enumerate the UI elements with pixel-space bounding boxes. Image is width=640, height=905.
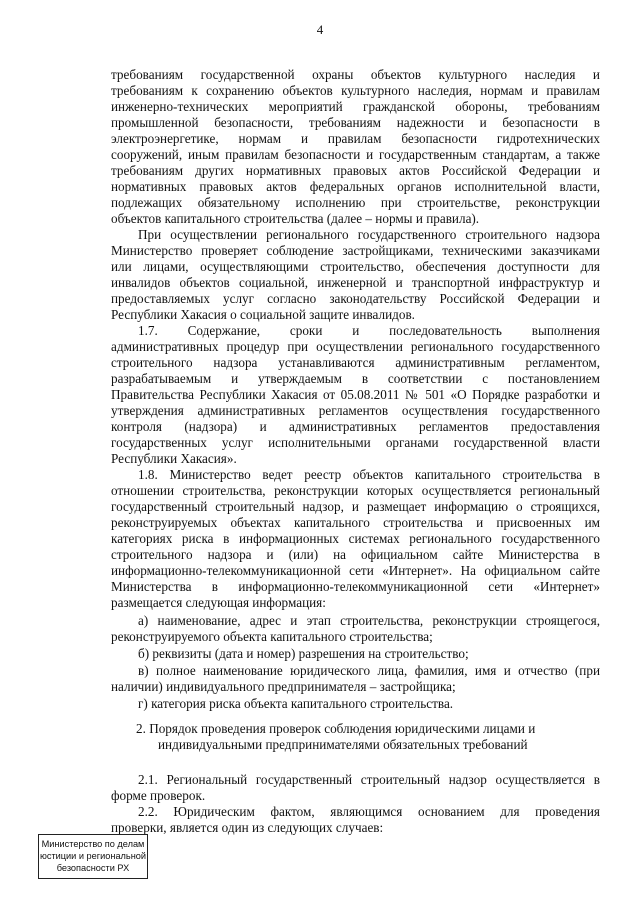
text-line: реконструируемых объектах капитального строительства и присвоенных им (111, 515, 600, 530)
text-line: информационно-телекоммуникационной сети «Интернет». На официальном сайте (111, 563, 600, 578)
stamp-line: безопасности РХ (56, 863, 130, 873)
text-line: государственный строительный надзор, и размещает информацию о строящихся, (111, 499, 600, 514)
text-line: Правительства Республики Хакасия от 05.08.2011 № 501 «О Порядке разработки и (111, 387, 600, 402)
text-line: Министерство проверяет соблюдение застройщиками, техническими заказчиками (111, 243, 600, 258)
text-line: требованиям государственной охраны объектов культурного наследия и (111, 67, 600, 82)
section-heading-line: 2. Порядок проведения проверок соблюдения юридическими лицами и (136, 721, 536, 736)
text-line: наличии) индивидуального предпринимателя – застройщика; (111, 679, 456, 694)
text-line: При осуществлении регионального государственного строительного надзора (138, 227, 600, 242)
section-heading (111, 721, 600, 753)
text-line: электроэнергетике, нормам и правилам безопасности гидротехнических (111, 131, 600, 146)
text-line: объектов капитального строительства (далее – нормы и правила). (111, 211, 480, 226)
text-line: 1.8. Министерство ведет реестр объектов капитального строительства в (138, 467, 600, 482)
text-line: нормативных правовых актов федеральных органов исполнительной власти, (111, 179, 600, 194)
text-line: строительного надзора устанавливаются административным регламентом, (111, 355, 600, 370)
text-line: Министерства в информационно-телекоммуникационной сети «Интернет» (111, 579, 600, 594)
stamp-line: юстиции и региональной (39, 851, 147, 861)
text-line: в) полное наименование юридического лица, фамилия, имя и отчество (при (138, 663, 600, 678)
text-line: требованиям к сохранению объектов культурного наследия, нормам и правилам (111, 83, 600, 98)
text-line: административных процедур при осуществлении регионального государственного (111, 339, 600, 354)
text-line: подлежащих обязательному исполнению при строительстве, реконструкции (111, 195, 600, 210)
text-line: утверждения административных регламентов осуществления государственного (111, 403, 600, 418)
text-line: 2.1. Региональный государственный строительный надзор осуществляется в (138, 772, 600, 787)
text-line: реконструируемого объекта капитального строительства; (111, 629, 433, 644)
text-line: строительного надзора и (или) на официальном сайте Министерства в (111, 547, 600, 562)
text-line: разрабатываемым и утверждаемым в соответствии с постановлением (111, 371, 600, 386)
text-line: контроля (надзора) и административных регламентов предоставления (111, 419, 600, 434)
text-line: проверки, является один из следующих случаев: (111, 820, 384, 835)
text-line: категориях риска в информационных системах регионального государственного (111, 531, 600, 546)
text-line: сооружений, иным правилам безопасности и государственным стандартам, а также (111, 147, 600, 162)
text-line: размещается следующая информация: (111, 595, 326, 610)
text-line: Республики Хакасия о социальной защите инвалидов. (111, 307, 415, 322)
text-line: форме проверок. (111, 788, 206, 803)
ministry-stamp (38, 834, 148, 879)
text-line: 2.2. Юридическим фактом, являющимся основанием для проведения (138, 804, 600, 819)
text-line: требованиям других нормативных правовых актов Российской Федерации и (111, 163, 600, 178)
text-line: инвалидов объектов социальной, инженерной и транспортной инфраструктур и (111, 275, 600, 290)
page-number: 4 (316, 22, 324, 37)
text-line: 1.7. Содержание, сроки и последовательность выполнения (138, 323, 600, 338)
text-line: предоставляемых услуг согласно законодательству Российской Федерации и (111, 291, 600, 306)
text-line: отношении строительства, реконструкции которых осуществляется региональный (111, 483, 600, 498)
stamp-line: Министерство по делам (41, 839, 145, 849)
text-line: государственных услуг исполнительными органами государственной власти (111, 435, 600, 450)
text-line: б) реквизиты (дата и номер) разрешения на строительство; (138, 646, 469, 661)
section-heading-line: индивидуальными предпринимателями обязательных требований (158, 737, 528, 752)
text-line: или лицами, осуществляющими строительство, обеспечения доступности для (111, 259, 600, 274)
text-line: инженерно-технических мероприятий гражданской обороны, требованиям (111, 99, 600, 114)
text-line: Республики Хакасия». (111, 451, 237, 466)
text-line: а) наименование, адрес и этап строительства, реконструкции строящегося, (138, 613, 600, 628)
text-line: г) категория риска объекта капитального строительства. (138, 696, 454, 711)
text-line: промышленной безопасности, требованиям надежности и безопасности в (111, 115, 600, 130)
